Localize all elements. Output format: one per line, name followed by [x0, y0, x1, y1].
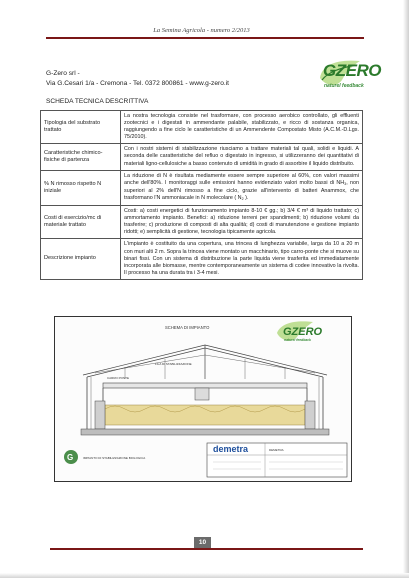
label-windrow: FILA DI STABILIZZAZIONE	[155, 362, 192, 366]
row-text-part: La riduzione di N è risultata mediamente essere sempre superiore al 60%, con valori massimi anche dell'80%. I monitoraggi sulle emissioni hanno evidenziato valori molto bassi di NH	[124, 172, 359, 186]
title-block	[207, 443, 347, 477]
table-row	[41, 239, 363, 279]
svg-text:G: G	[67, 453, 74, 462]
row-text: L'impianto è costituito da una copertura, una trincea di lunghezza variabile, larga da 10 a 20 m con muri alti 2 m. Sopra la trincea viene montato un macchinario, tipo carro-ponte che si muove su binari fissi. Con un sistema di distribuzione la parte liquida viene trasferita ed immediatamente incorporata alle biomasse, mentre contemporaneamente un sistema di codee innovativo la rivolta. Il processo ha una durata tra i 3-4 mesi.	[121, 239, 363, 279]
subscript: 2	[241, 196, 244, 201]
section-title: SCHEDA TECNICA DESCRITTIVA	[46, 98, 149, 105]
row-text: La nostra tecnologia consiste nel trasformare, con processo aerobico controllato, gli effluenti zootecnici e i digestati in ammendante palabile, stabilizzato, e ricco di sostanza organica, raggiungendo a fine ciclo le caratteristiche di un Ammendente Compostato Misto (A.C.M.-D.Lgs. 75/2010).	[121, 111, 363, 144]
company-name: G-Zero srl -	[46, 70, 80, 77]
row-text	[121, 170, 363, 205]
demetra-logo: demetra	[213, 444, 249, 454]
page-number: 10	[194, 537, 211, 549]
drawing-caption: IMPIANTO DI STABILIZZAZIONE BIOLOGICA	[83, 456, 146, 460]
logo-brand: GZERO	[323, 61, 381, 80]
demetra-sub: DEMETRA	[269, 448, 284, 452]
row-text: Costi: a) costi energetici di funzionamento impianto 8-10 € gg.; b) 3/4 € m³ di liquido trattato; c) ammortamento impianto. Benefici: a) riduzione terreni per spandimenti; b) riduzione volumi da trasferire; c) produzione di composti di alta qualità; d) costi di manutenzione e gestione impianto ridotti; e) semplicità di gestione, tecnologia tipicamente agricola.	[121, 206, 363, 239]
row-label: % N rimosso rispetto N iniziale	[41, 170, 121, 205]
label-crane: CARRO PONTE	[107, 376, 130, 380]
header-rule	[46, 37, 364, 39]
gzero-logo	[316, 58, 381, 94]
table-row	[41, 170, 363, 205]
footer-rule	[50, 548, 363, 550]
row-label: Costi di esercizio/mc di materiale trattato	[41, 206, 121, 239]
company-contact: Via G.Cesari 1/a - Cremona - Tel. 0372 800861 - www.g-zero.it	[46, 79, 230, 87]
row-label: Tipologia del substrato trattato	[41, 111, 121, 144]
page-edge-shadow	[403, 0, 409, 578]
building-roof	[83, 345, 327, 379]
drawing-logo-brand: GZERO	[283, 326, 323, 338]
company-block	[46, 69, 229, 88]
spec-table	[40, 110, 363, 280]
drawing-logo-tagline: naturel feedback	[284, 338, 311, 342]
logo-tagline: naturel feedback	[324, 83, 364, 89]
running-header: La Semina Agricola - numero 2/2013	[153, 27, 250, 34]
row-label: Descrizione impianto	[41, 239, 121, 279]
table-row	[41, 144, 363, 170]
row-label: Caratteristiche chimico-fisiche di partenza	[41, 144, 121, 170]
page-edge-shadow-bottom	[0, 573, 409, 578]
row-text-part: ).	[243, 194, 249, 201]
plant-schematic	[54, 316, 352, 482]
schematic-drawing	[55, 317, 351, 481]
row-text: Con i nostri sistemi di stabilizzazione riusciamo a trattare materiali tal quali, solidi e liquidi. A seconda delle caratteristiche del refluo o digestato in ingresso, si utilizzeranno dei quantitativi di materiali ligno-cellulosiche a basso contenuto di umidità in grado di assorbire il liquido distribuito.	[121, 144, 363, 170]
small-g-logo	[64, 450, 78, 464]
table-row	[41, 206, 363, 239]
table-row	[41, 111, 363, 144]
subscript: 3	[344, 181, 347, 186]
row-text-part: , non superiori al 2% dell'N rimosso a fine ciclo, grazie all'intervento di batteri Anammox, che trasformano l'N ammoniacale in N molecolare ( N	[124, 179, 359, 201]
schematic-title: SCHEMA DI IMPIANTO	[165, 325, 210, 330]
biomass-windrow	[105, 405, 305, 425]
drawing-logo	[277, 321, 323, 342]
